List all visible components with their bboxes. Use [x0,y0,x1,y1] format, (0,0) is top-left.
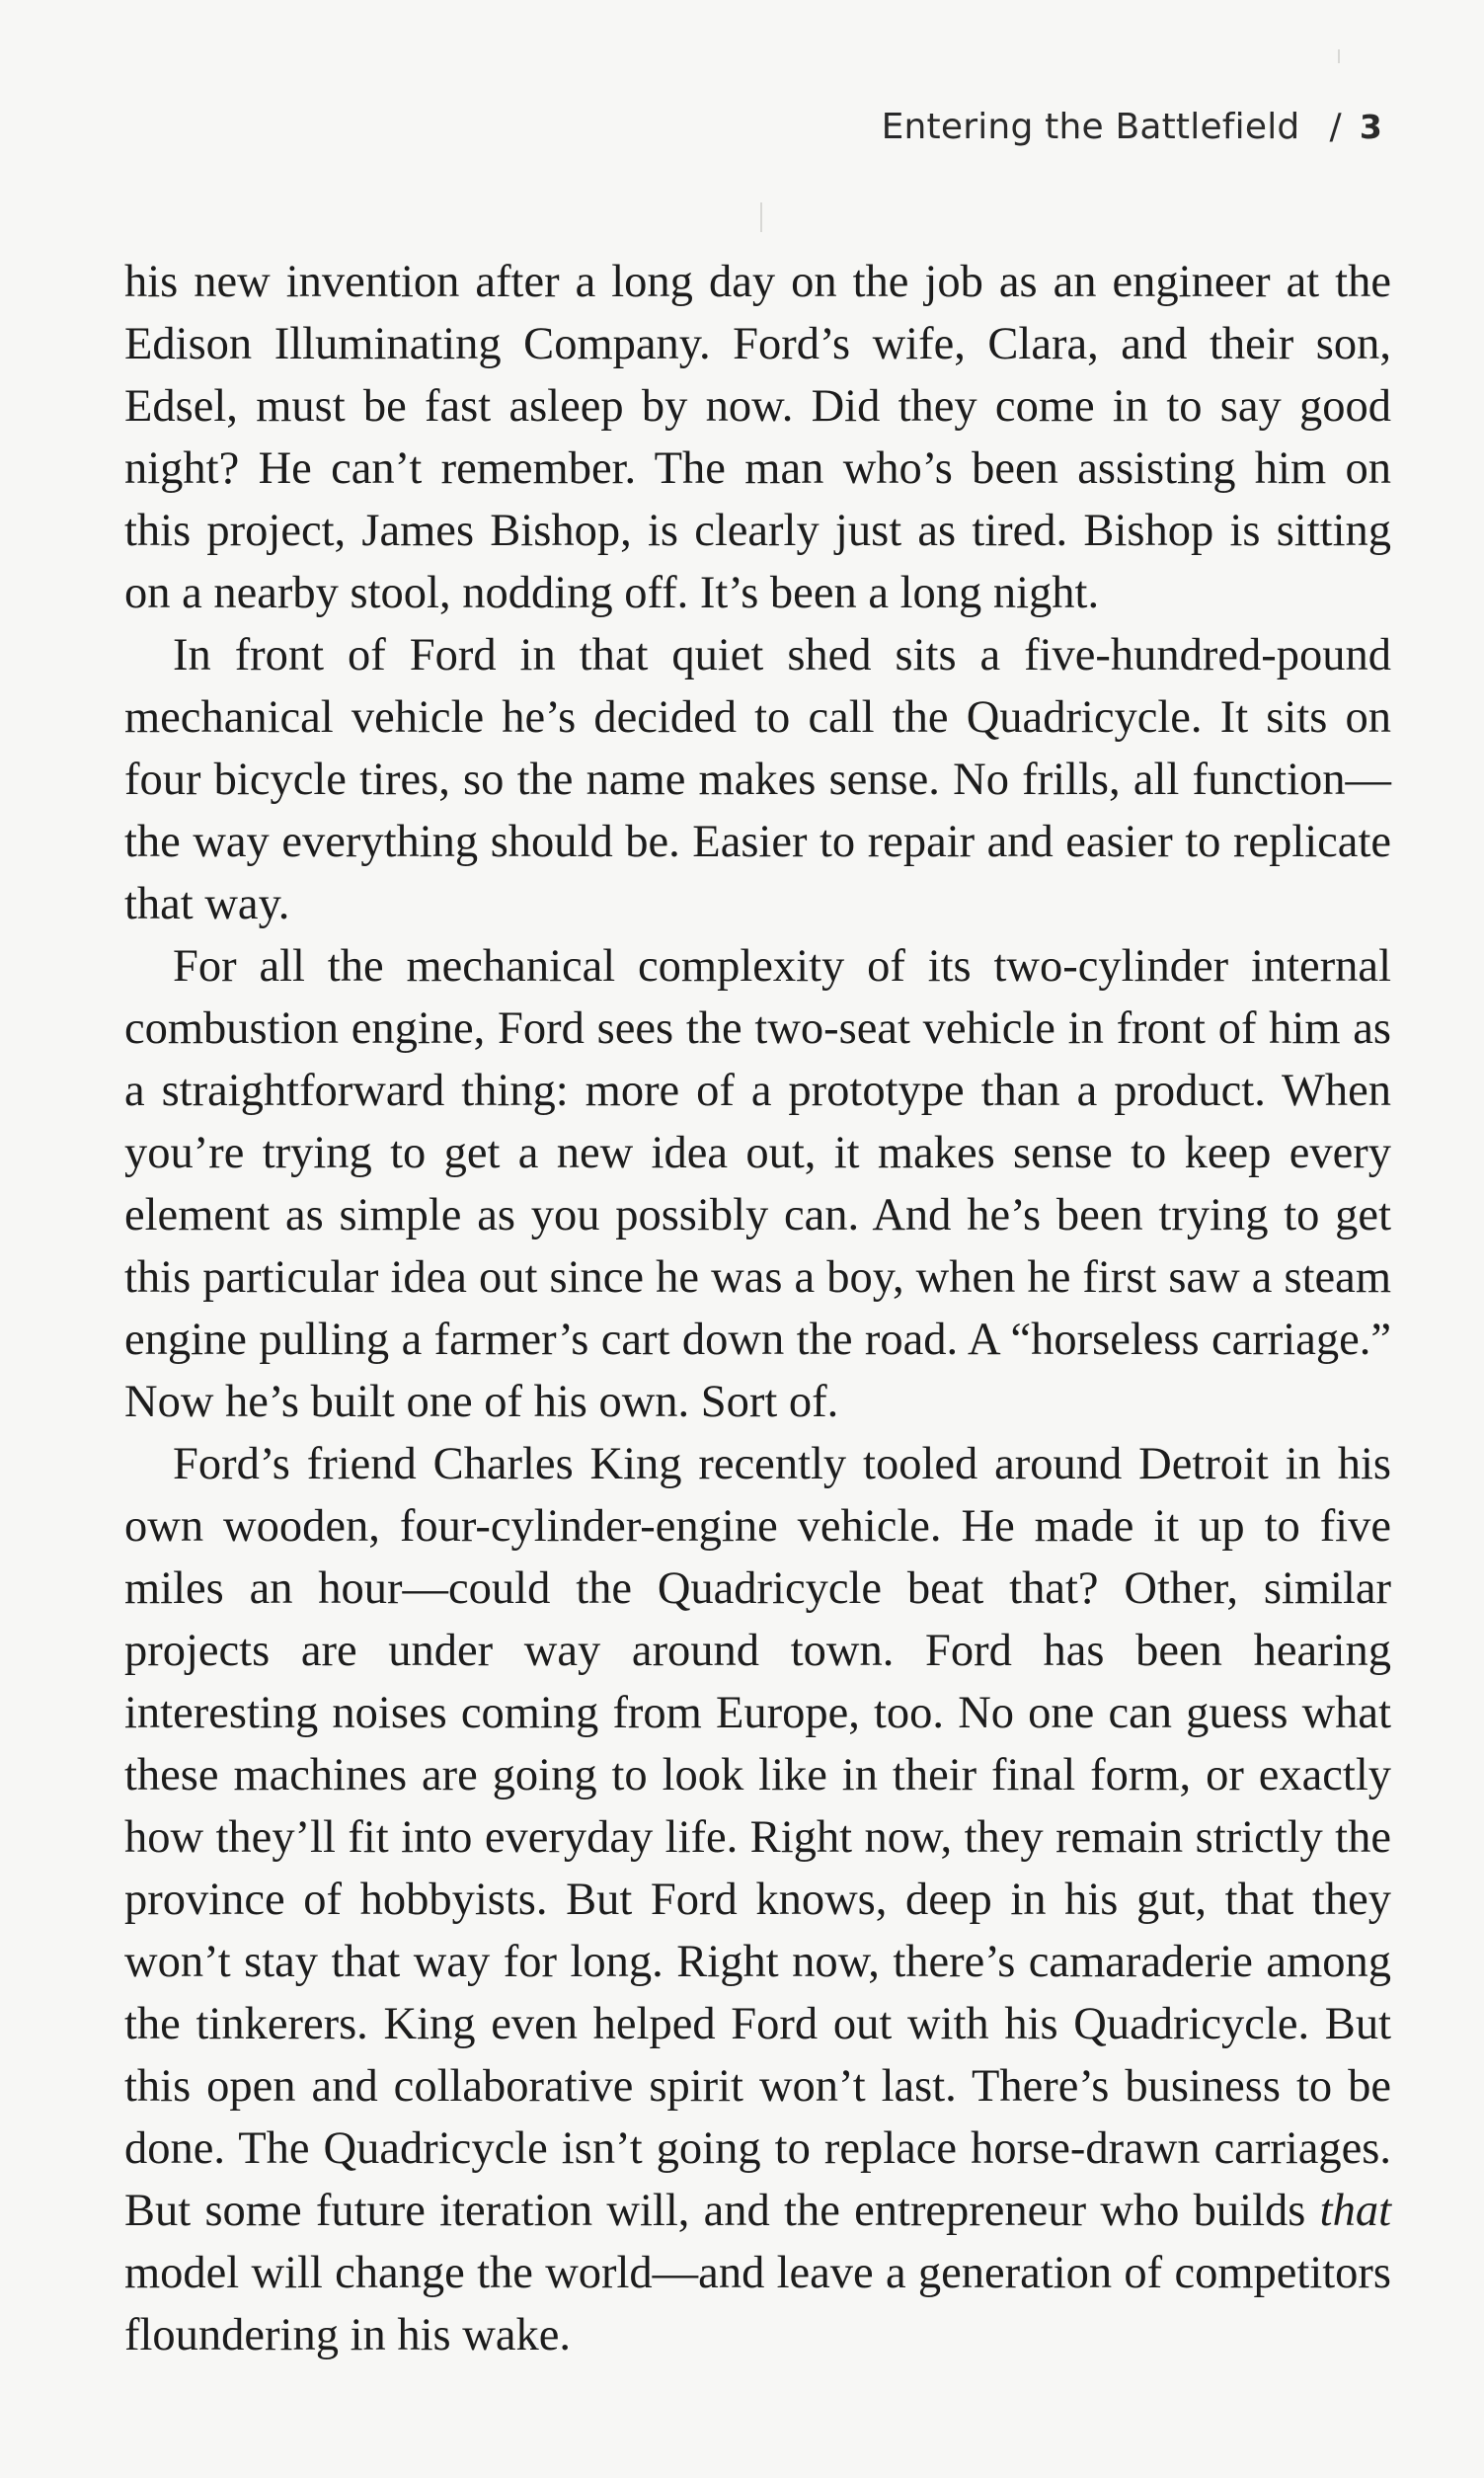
paragraph-2: In front of Ford in that quiet shed sits a five-hundred-pound mechanical vehicle he’s decided to call the Quadricycle. It sits on four bicycle tires, so the name makes sense. No frills, all function—the way everything should be. Easier to repair and easier to replicate that way. [124,630,1391,929]
paragraph-3: For all the mechanical complexity of its two-cylinder internal combustion engine, Ford sees the two-seat vehicle in front of him as a straightforward thing: more of a prototype than a product. When you’re trying to get a new idea out, it makes sense to keep every element as simple as you possibly can. And he’s been trying to get this particular idea out since he was a boy, when he first saw a steam engine pulling a farmer’s cart down the road. A “horseless carriage.” Now he’s built one of his own. Sort of. [124,941,1391,1427]
paragraph-4-text-before-italic: Ford’s friend Charles King recently tooled around Detroit in his own wooden, four-cylinder-engine vehicle. He made it up to five miles an hour—could the Quadricycle beat that? Other, similar projects are under way around town. Ford has been hearing interesting noises coming from Europe, too. No one can guess what these machines are going to look like in their final form, or exactly how they’ll fit into everyday life. Right now, they remain strictly the province of hobbyists. But Ford knows, deep in his gut, that they won’t stay that way for long. Right now, there’s camaraderie among the tinkerers. King even helped Ford out with his Quadricycle. But this open and collaborative spirit won’t last. There’s business to be done. The Quadricycle isn’t going to replace horse-drawn carriages. But some future iteration will, and the entrepreneur who builds [124,1439,1391,2236]
running-title: Entering the Battlefield [881,107,1300,147]
running-header [882,107,1382,147]
paragraph-1: his new invention after a long day on the job as an engineer at the Edison Illuminating Company. Ford’s wife, Clara, and their son, Edsel, must be fast asleep by now. Did they come in to say good night? He can’t remember. The man who’s been assisting him on this project, James Bishop, is clearly just as tired. Bishop is sitting on a nearby stool, nodding off. It’s been a long night. [124,257,1391,618]
page-number: 3 [1359,108,1382,146]
paragraph-4 [124,1433,1391,2366]
scan-speck [1338,49,1340,63]
body-text [124,251,1391,2366]
scan-speck [760,202,762,232]
italic-emphasis: that [1319,2186,1391,2236]
paragraph-4-text-after-italic: model will change the world—and leave a generation of competitors floundering in his wake. [124,2248,1391,2360]
header-separator: / [1329,107,1342,147]
